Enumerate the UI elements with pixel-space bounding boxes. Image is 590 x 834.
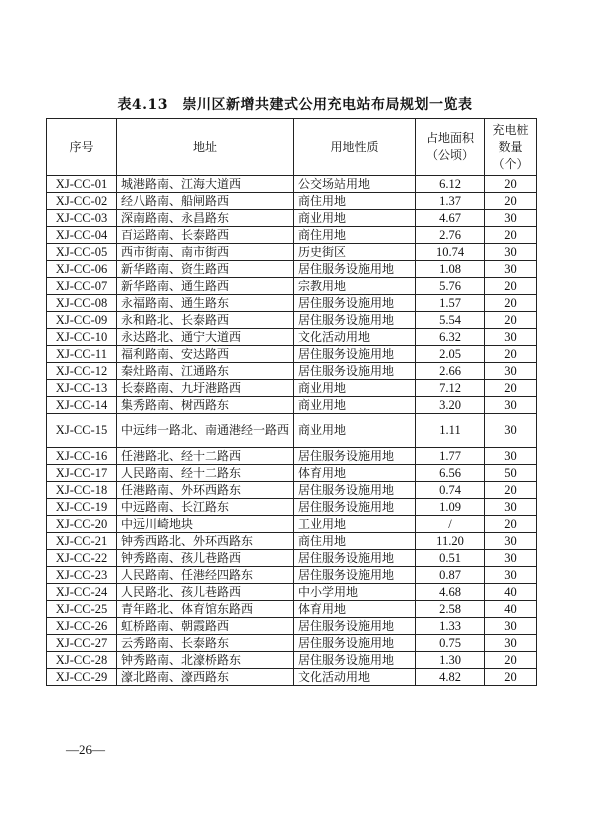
table-row <box>47 244 537 261</box>
cell-count: 30 <box>485 210 537 227</box>
cell-land-use: 文化活动用地 <box>294 329 416 346</box>
cell-id: XJ-CC-09 <box>47 312 117 329</box>
cell-id: XJ-CC-15 <box>47 414 117 448</box>
cell-area: 0.75 <box>416 635 485 652</box>
table-row <box>47 312 537 329</box>
cell-count: 30 <box>485 363 537 380</box>
cell-id: XJ-CC-01 <box>47 176 117 193</box>
table-row <box>47 499 537 516</box>
cell-land-use: 居住服务设施用地 <box>294 550 416 567</box>
cell-count: 50 <box>485 465 537 482</box>
cell-area: / <box>416 516 485 533</box>
cell-area: 1.57 <box>416 295 485 312</box>
cell-area: 6.56 <box>416 465 485 482</box>
cell-land-use: 商业用地 <box>294 414 416 448</box>
cell-address: 人民路北、孩儿巷路西 <box>117 584 294 601</box>
cell-area: 1.09 <box>416 499 485 516</box>
cell-land-use: 商业用地 <box>294 380 416 397</box>
cell-area: 6.12 <box>416 176 485 193</box>
cell-area: 1.11 <box>416 414 485 448</box>
cell-address: 任港路北、经十二路西 <box>117 448 294 465</box>
table-title: 表4.13 崇川区新增共建式公用充电站布局规划一览表 <box>117 97 473 113</box>
cell-area: 4.67 <box>416 210 485 227</box>
cell-area: 2.58 <box>416 601 485 618</box>
table-row <box>47 193 537 210</box>
cell-address: 永福路南、通生路东 <box>117 295 294 312</box>
cell-count: 30 <box>485 550 537 567</box>
cell-area: 1.33 <box>416 618 485 635</box>
header-land-use: 用地性质 <box>294 119 416 176</box>
cell-count: 30 <box>485 499 537 516</box>
cell-count: 20 <box>485 516 537 533</box>
cell-land-use: 居住服务设施用地 <box>294 448 416 465</box>
cell-land-use: 居住服务设施用地 <box>294 652 416 669</box>
table-row <box>47 176 537 193</box>
cell-area: 2.05 <box>416 346 485 363</box>
cell-land-use: 居住服务设施用地 <box>294 363 416 380</box>
cell-id: XJ-CC-02 <box>47 193 117 210</box>
cell-id: XJ-CC-04 <box>47 227 117 244</box>
cell-count: 30 <box>485 414 537 448</box>
cell-area: 10.74 <box>416 244 485 261</box>
cell-address: 福利路南、安达路西 <box>117 346 294 363</box>
table-row <box>47 363 537 380</box>
cell-address: 中远川崎地块 <box>117 516 294 533</box>
cell-id: XJ-CC-12 <box>47 363 117 380</box>
cell-count: 30 <box>485 533 537 550</box>
cell-land-use: 宗教用地 <box>294 278 416 295</box>
cell-address: 中远路南、长江路东 <box>117 499 294 516</box>
cell-area: 1.77 <box>416 448 485 465</box>
cell-area: 2.66 <box>416 363 485 380</box>
cell-address: 人民路南、经十二路东 <box>117 465 294 482</box>
table-row <box>47 465 537 482</box>
cell-area: 5.76 <box>416 278 485 295</box>
table-row <box>47 397 537 414</box>
cell-count: 40 <box>485 584 537 601</box>
table-row <box>47 329 537 346</box>
table-row <box>47 210 537 227</box>
table-row <box>47 414 537 448</box>
cell-land-use: 体育用地 <box>294 465 416 482</box>
cell-land-use: 居住服务设施用地 <box>294 312 416 329</box>
cell-area: 0.87 <box>416 567 485 584</box>
cell-land-use: 居住服务设施用地 <box>294 635 416 652</box>
cell-count: 20 <box>485 227 537 244</box>
table-header-row <box>47 119 537 176</box>
cell-id: XJ-CC-29 <box>47 669 117 686</box>
cell-address: 永达路北、通宁大道西 <box>117 329 294 346</box>
cell-address: 中远纬一路北、南通港经一路西 <box>117 414 294 448</box>
cell-id: XJ-CC-19 <box>47 499 117 516</box>
table-row <box>47 550 537 567</box>
cell-land-use: 商住用地 <box>294 227 416 244</box>
table-row <box>47 601 537 618</box>
cell-area: 1.37 <box>416 193 485 210</box>
cell-land-use: 居住服务设施用地 <box>294 567 416 584</box>
cell-land-use: 历史街区 <box>294 244 416 261</box>
cell-land-use: 工业用地 <box>294 516 416 533</box>
table-row <box>47 295 537 312</box>
cell-count: 20 <box>485 669 537 686</box>
cell-address: 云秀路南、长泰路东 <box>117 635 294 652</box>
cell-address: 任港路南、外环西路东 <box>117 482 294 499</box>
cell-count: 30 <box>485 567 537 584</box>
table-body <box>47 176 537 686</box>
cell-land-use: 居住服务设施用地 <box>294 618 416 635</box>
cell-id: XJ-CC-06 <box>47 261 117 278</box>
cell-address: 集秀路南、树西路东 <box>117 397 294 414</box>
cell-land-use: 商住用地 <box>294 533 416 550</box>
header-no: 序号 <box>47 119 117 176</box>
page-number: —26— <box>66 742 105 757</box>
cell-count: 40 <box>485 601 537 618</box>
cell-count: 20 <box>485 295 537 312</box>
cell-land-use: 商业用地 <box>294 397 416 414</box>
cell-land-use: 居住服务设施用地 <box>294 346 416 363</box>
cell-land-use: 商业用地 <box>294 210 416 227</box>
cell-address: 钟秀路南、北濠桥路东 <box>117 652 294 669</box>
header-count: 充电桩数量（个） <box>485 119 537 176</box>
cell-address: 钟秀路南、孩儿巷路西 <box>117 550 294 567</box>
cell-address: 深南路南、永昌路东 <box>117 210 294 227</box>
header-address: 地址 <box>117 119 294 176</box>
cell-address: 虹桥路南、朝霞路西 <box>117 618 294 635</box>
cell-land-use: 商住用地 <box>294 193 416 210</box>
cell-count: 30 <box>485 397 537 414</box>
cell-address: 人民路南、任港经四路东 <box>117 567 294 584</box>
cell-area: 3.20 <box>416 397 485 414</box>
cell-address: 西市街南、南市街西 <box>117 244 294 261</box>
table-row <box>47 448 537 465</box>
cell-area: 4.82 <box>416 669 485 686</box>
table-row <box>47 533 537 550</box>
cell-id: XJ-CC-24 <box>47 584 117 601</box>
table-row <box>47 584 537 601</box>
cell-address: 城港路南、江海大道西 <box>117 176 294 193</box>
cell-area: 1.08 <box>416 261 485 278</box>
table-row <box>47 635 537 652</box>
cell-id: XJ-CC-08 <box>47 295 117 312</box>
cell-count: 30 <box>485 329 537 346</box>
cell-count: 20 <box>485 312 537 329</box>
cell-area: 5.54 <box>416 312 485 329</box>
cell-count: 20 <box>485 346 537 363</box>
cell-count: 20 <box>485 176 537 193</box>
cell-address: 秦灶路南、江通路东 <box>117 363 294 380</box>
cell-count: 30 <box>485 261 537 278</box>
cell-count: 30 <box>485 448 537 465</box>
cell-address: 濠北路南、濠西路东 <box>117 669 294 686</box>
charging-station-table <box>46 118 537 686</box>
cell-land-use: 中小学用地 <box>294 584 416 601</box>
cell-id: XJ-CC-22 <box>47 550 117 567</box>
cell-count: 20 <box>485 652 537 669</box>
cell-id: XJ-CC-23 <box>47 567 117 584</box>
cell-count: 20 <box>485 193 537 210</box>
table-row <box>47 516 537 533</box>
table-row <box>47 567 537 584</box>
cell-id: XJ-CC-16 <box>47 448 117 465</box>
cell-area: 0.74 <box>416 482 485 499</box>
cell-land-use: 居住服务设施用地 <box>294 482 416 499</box>
cell-area: 6.32 <box>416 329 485 346</box>
cell-address: 经八路南、船闸路西 <box>117 193 294 210</box>
cell-count: 20 <box>485 380 537 397</box>
cell-address: 青年路北、体育馆东路西 <box>117 601 294 618</box>
cell-area: 0.51 <box>416 550 485 567</box>
table-row <box>47 261 537 278</box>
table-row <box>47 652 537 669</box>
cell-land-use: 居住服务设施用地 <box>294 295 416 312</box>
cell-id: XJ-CC-11 <box>47 346 117 363</box>
cell-count: 30 <box>485 635 537 652</box>
cell-address: 百运路南、长泰路西 <box>117 227 294 244</box>
cell-area: 1.30 <box>416 652 485 669</box>
cell-count: 30 <box>485 618 537 635</box>
cell-id: XJ-CC-17 <box>47 465 117 482</box>
cell-id: XJ-CC-03 <box>47 210 117 227</box>
table-row <box>47 482 537 499</box>
cell-land-use: 体育用地 <box>294 601 416 618</box>
table-row <box>47 669 537 686</box>
cell-area: 11.20 <box>416 533 485 550</box>
cell-address: 长泰路南、九圩港路西 <box>117 380 294 397</box>
cell-id: XJ-CC-27 <box>47 635 117 652</box>
cell-address: 新华路南、资生路西 <box>117 261 294 278</box>
cell-land-use: 居住服务设施用地 <box>294 261 416 278</box>
cell-id: XJ-CC-21 <box>47 533 117 550</box>
cell-id: XJ-CC-26 <box>47 618 117 635</box>
cell-id: XJ-CC-20 <box>47 516 117 533</box>
cell-area: 4.68 <box>416 584 485 601</box>
cell-id: XJ-CC-07 <box>47 278 117 295</box>
header-area: 占地面积（公顷） <box>416 119 485 176</box>
cell-id: XJ-CC-28 <box>47 652 117 669</box>
cell-area: 7.12 <box>416 380 485 397</box>
cell-id: XJ-CC-25 <box>47 601 117 618</box>
cell-land-use: 文化活动用地 <box>294 669 416 686</box>
cell-land-use: 公交场站用地 <box>294 176 416 193</box>
table-row <box>47 227 537 244</box>
cell-id: XJ-CC-13 <box>47 380 117 397</box>
cell-address: 永和路北、长泰路西 <box>117 312 294 329</box>
cell-address: 钟秀西路北、外环西路东 <box>117 533 294 550</box>
cell-count: 20 <box>485 482 537 499</box>
table-row <box>47 346 537 363</box>
cell-address: 新华路南、通生路西 <box>117 278 294 295</box>
table-row <box>47 380 537 397</box>
cell-id: XJ-CC-05 <box>47 244 117 261</box>
table-row <box>47 278 537 295</box>
cell-count: 30 <box>485 244 537 261</box>
cell-area: 2.76 <box>416 227 485 244</box>
cell-count: 20 <box>485 278 537 295</box>
cell-land-use: 居住服务设施用地 <box>294 499 416 516</box>
table-row <box>47 618 537 635</box>
cell-id: XJ-CC-14 <box>47 397 117 414</box>
cell-id: XJ-CC-10 <box>47 329 117 346</box>
cell-id: XJ-CC-18 <box>47 482 117 499</box>
